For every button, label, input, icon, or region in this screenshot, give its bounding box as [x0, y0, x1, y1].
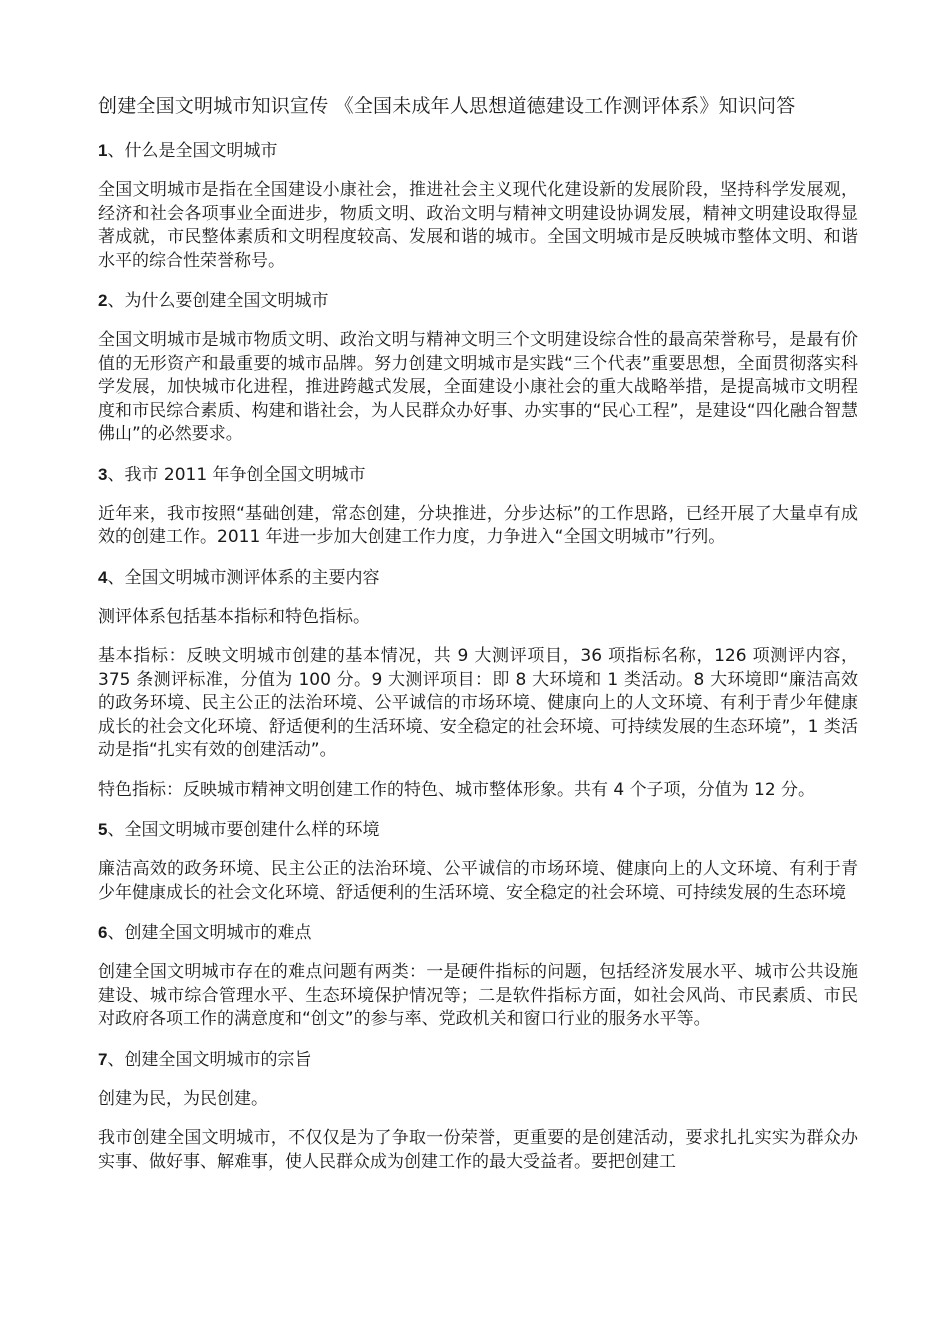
section-paragraph: 特色指标：反映城市精神文明创建工作的特色、城市整体形象。共有 4 个子项，分值为 12 分。: [98, 779, 816, 800]
section-heading-text: 、全国文明城市要创建什么样的环境: [107, 820, 380, 840]
section-heading-text: 、什么是全国文明城市: [107, 141, 278, 161]
section-number: 3: [98, 464, 108, 484]
section-number: 2: [98, 291, 108, 310]
section-number: 7: [98, 1049, 108, 1069]
section-paragraph: 全国文明城市是城市物质文明、政治文明与精神文明三个文明建设综合性的最高荣誉称号，是最有价值的无形资产和最重要的城市品牌。努力创建文明城市是实践“三个代表”重要思想，全面贯彻落实科学发展，加快城市化进程，推进跨越式发展，全面建设小康社会的重大战略举措，是提高城市文明程度和市民综合素质、构建和谐社会，为人民群众办好事、办实事的“民心工程”，是建设“四化融合智慧佛山”的必然要求。: [98, 330, 858, 444]
section-paragraph: 全国文明城市是指在全国建设小康社会，推进社会主义现代化建设新的发展阶段，坚持科学发展观，经济和社会各项事业全面进步，物质文明、政治文明与精神文明建设协调发展，精神文明建设取得显著成就，市民整体素质和文明程度较高、发展和谐的城市。全国文明城市是反映城市整体文明、和谐水平的综合性荣誉称号。: [98, 180, 858, 271]
section-paragraph: 基本指标：反映文明城市创建的基本情况，共 9 大测评项目，36 项指标名称，126 项测评内容，375 条测评标准，分值为 100 分。9 大测评项目：即 8 大环境和 1 类活动。8 大环境即“廉洁高效的政务环境、民主公正的法治环境、公平诚信的市场环境、健康向上的人文环境、有利于青少年健康成长的社会文化环境、舒适便利的生活环境、安全稳定的社会环境、可持续发展的生态环境”，1 类活动是指“扎实有效的创建活动”。: [98, 646, 858, 760]
section-number: 5: [98, 820, 108, 839]
section-heading-1: [98, 139, 858, 163]
section-heading-6: [98, 921, 858, 945]
section-heading-5: [98, 818, 858, 842]
document-body: [98, 139, 858, 1174]
section-heading-7: [98, 1048, 858, 1072]
section-heading-text: 、创建全国文明城市的宗旨: [107, 1049, 312, 1070]
section-paragraph: 近年来，我市按照“基础创建，常态创建，分块推进，分步达标”的工作思路，已经开展了大量卓有成效的创建工作。2011 年进一步加大创建工作力度，力争进入“全国文明城市”行列。: [98, 503, 858, 547]
section-heading-text: 、我市 2011 年争创全国文明城市: [107, 464, 366, 485]
section-number: 6: [98, 923, 108, 942]
section-heading-4: [98, 566, 858, 590]
section-heading-2: [98, 289, 858, 313]
document-title: 创建全国文明城市知识宣传 《全国未成年人思想道德建设工作测评体系》知识问答: [98, 95, 796, 117]
section-heading-text: 、为什么要创建全国文明城市: [107, 291, 329, 311]
section-paragraph: 创建全国文明城市存在的难点问题有两类：一是硬件指标的问题，包括经济发展水平、城市公共设施建设、城市综合管理水平、生态环境保护情况等；二是软件指标方面，如社会风尚、市民素质、市民对政府各项工作的满意度和“创文”的参与率、党政机关和窗口行业的服务水平等。: [98, 962, 858, 1029]
section-number: 1: [98, 141, 108, 160]
document-page: [98, 94, 858, 1190]
section-paragraph: 测评体系包括基本指标和特色指标。: [98, 606, 370, 627]
section-paragraph: 廉洁高效的政务环境、民主公正的法治环境、公平诚信的市场环境、健康向上的人文环境、有利于青少年健康成长的社会文化环境、舒适便利的生活环境、安全稳定的社会环境、可持续发展的生态环境: [98, 859, 858, 903]
section-number: 4: [98, 567, 108, 587]
section-heading-text: 、全国文明城市测评体系的主要内容: [107, 567, 380, 588]
section-paragraph: 我市创建全国文明城市，不仅仅是为了争取一份荣誉，更重要的是创建活动，要求扎扎实实为群众办实事、做好事、解难事，使人民群众成为创建工作的最大受益者。要把创建工: [98, 1128, 858, 1172]
section-heading-text: 、创建全国文明城市的难点: [107, 923, 312, 943]
section-heading-3: [98, 463, 858, 487]
section-paragraph: 创建为民，为民创建。: [98, 1088, 268, 1109]
